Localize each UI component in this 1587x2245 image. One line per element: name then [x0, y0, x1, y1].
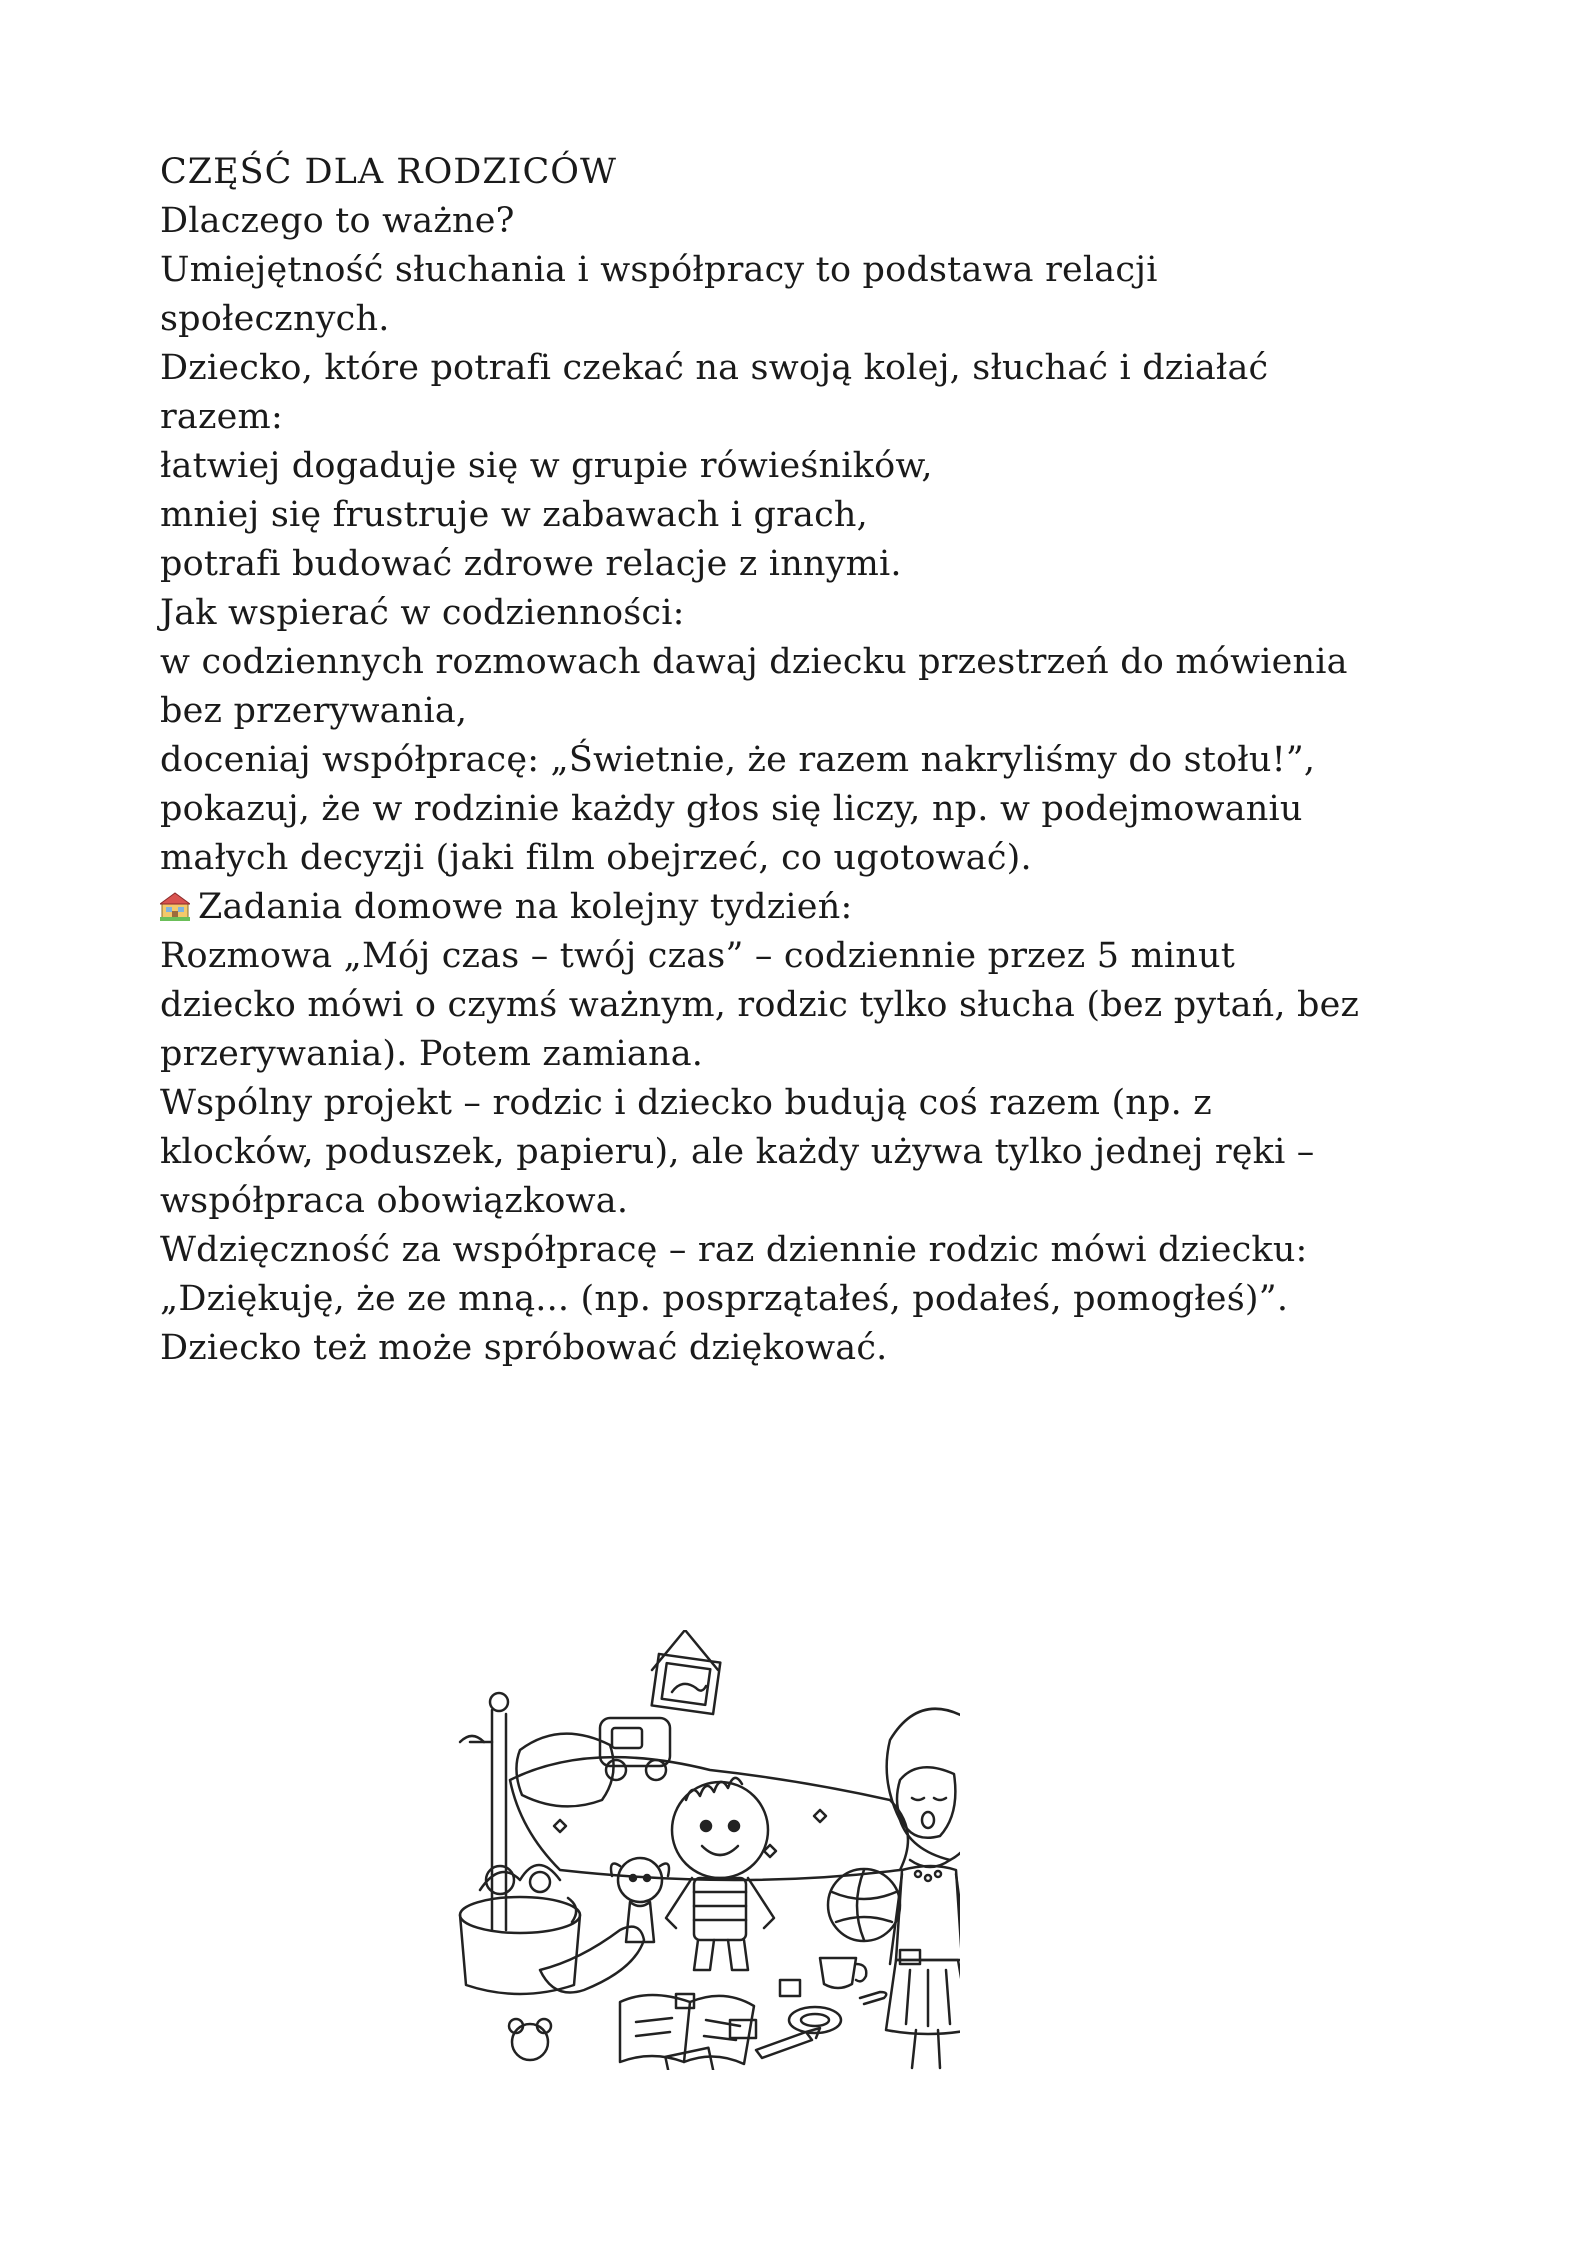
task-line: Wdzięczność za współpracę – raz dziennie rodzic mówi dziecku: [160, 1230, 1308, 1270]
house-icon [160, 891, 190, 921]
task-line: Dziecko też może spróbować dziękować. [160, 1328, 888, 1368]
children-playroom-illustration [440, 1630, 960, 2070]
task-line: Wspólny projekt – rodzic i dziecko budują coś razem (np. z [160, 1083, 1212, 1123]
subheading-homework [160, 883, 1460, 932]
paragraph-line: Umiejętność słuchania i współpracy to podstawa relacji [160, 250, 1158, 290]
homework-heading-text: Zadania domowe na kolejny tydzień: [198, 887, 853, 927]
task-line: przerywania). Potem zamiana. [160, 1034, 704, 1074]
task-line: dziecko mówi o czymś ważnym, rodzic tylko słucha (bez pytań, bez [160, 985, 1360, 1025]
paragraph-line: społecznych. [160, 299, 390, 339]
list-item: bez przerywania, [160, 691, 468, 731]
task-line: „Dziękuję, że ze mną... (np. posprzątałeś, podałeś, pomogłeś)”. [160, 1279, 1289, 1319]
list-item: małych decyzji (jaki film obejrzeć, co ugotować). [160, 838, 1032, 878]
list-item: łatwiej dogaduje się w grupie rówieśników, [160, 446, 933, 486]
section-heading: CZĘŚĆ DLA RODZICÓW [160, 152, 617, 192]
subheading-daily-support: Jak wspierać w codzienności: [160, 593, 685, 633]
paragraph-line: razem: [160, 397, 283, 437]
task-line: Rozmowa „Mój czas – twój czas” – codziennie przez 5 minut [160, 936, 1236, 976]
task-line: klocków, poduszek, papieru), ale każdy używa tylko jednej ręki – [160, 1132, 1315, 1172]
list-item: doceniaj współpracę: „Świetnie, że razem nakryliśmy do stołu!”, [160, 740, 1316, 780]
list-item: w codziennych rozmowach dawaj dziecku przestrzeń do mówienia [160, 642, 1348, 682]
list-item: mniej się frustruje w zabawach i grach, [160, 495, 868, 535]
task-line: współpraca obowiązkowa. [160, 1181, 629, 1221]
subheading-why-important: Dlaczego to ważne? [160, 201, 515, 241]
parents-section-text [160, 148, 1460, 1373]
list-item: pokazuj, że w rodzinie każdy głos się liczy, np. w podejmowaniu [160, 789, 1303, 829]
paragraph-line: Dziecko, które potrafi czekać na swoją kolej, słuchać i działać [160, 348, 1269, 388]
list-item: potrafi budować zdrowe relacje z innymi. [160, 544, 902, 584]
